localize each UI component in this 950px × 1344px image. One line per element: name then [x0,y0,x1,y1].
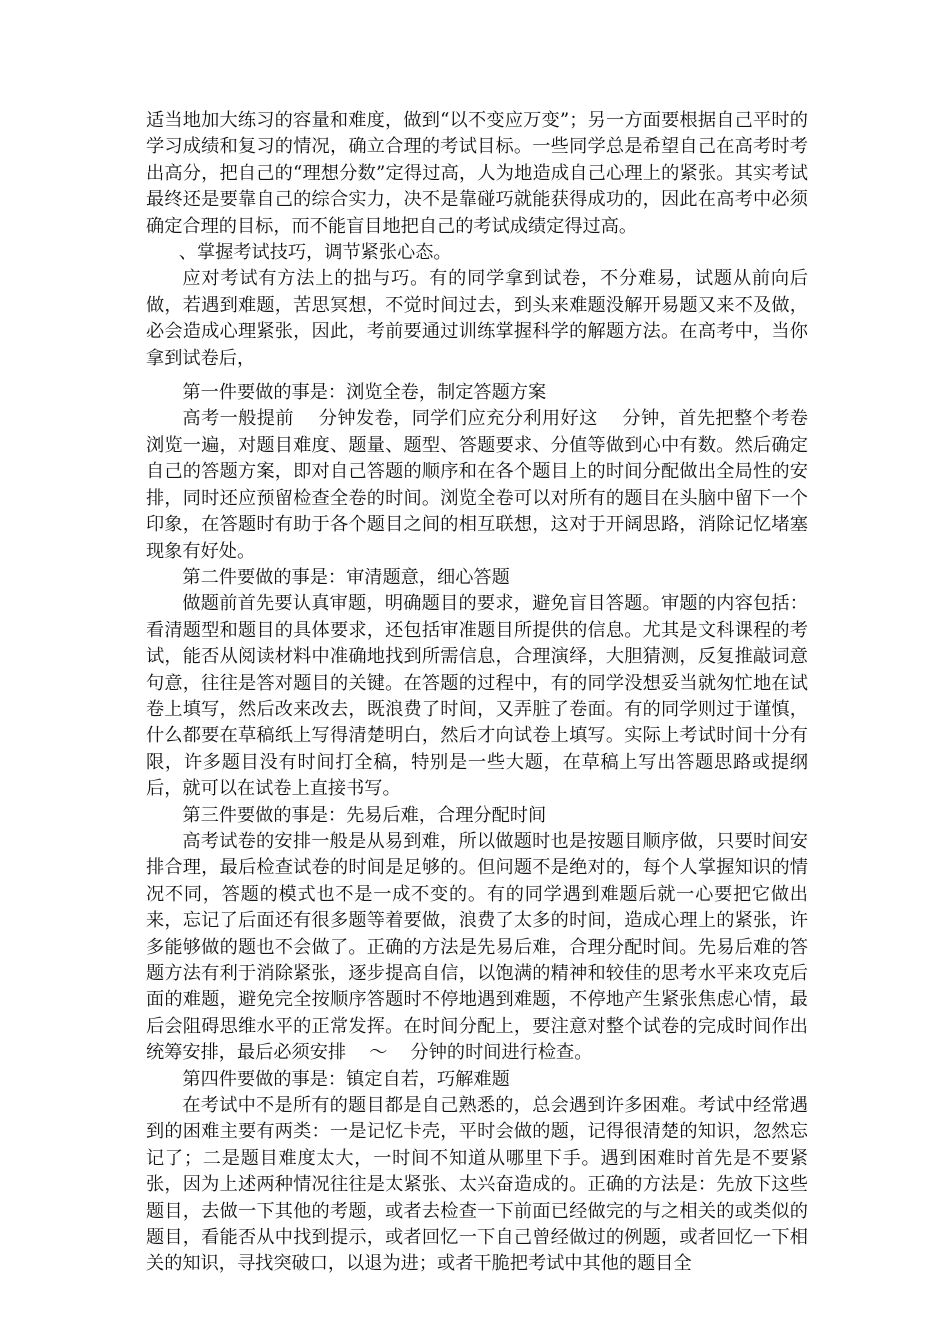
paragraph-step-2: 做题前首先要认真审题，明确题目的要求，避免盲目答题。审题的内容包括：看清题型和题目的具体要求，还包括审准题目所提供的信息。尤其是文科课程的考试，能否从阅读材料中准确地找到所需信息，合理演绎，大胆猜测，反复推敲词意句意，往往是答对题目的关键。在答题的过程中，有的同学没想妥当就匆忙地在试卷上填写，然后改来改去，既浪费了时间，又弄脏了卷面。有的同学则过于谨慎，什么都要在草稿纸上写得清楚明白，然后才向试卷上填写。实际上考试时间十分有限，许多题目没有时间打全稿，特别是一些大题，在草稿上写出答题思路或提纲后，就可以在试卷上直接书写。 [146,593,808,800]
paragraph-step-3: 高考试卷的安排一般是从易到难，所以做题时也是按题目顺序做，只要时间安排合理，最后检查试卷的时间是足够的。但问题不是绝对的，每个人掌握知识的情况不同，答题的模式也不是一成不变的。有的同学遇到难题后就一心要把它做出来，忘记了后面还有很多题等着要做，浪费了太多的时间，造成心理上的紧张，许多能够做的题也不会做了。正确的方法是先易后难，合理分配时间。先易后难的答题方法有利于消除紧张，逐步提高自信，以饱满的精神和较佳的思考水平来攻克后面的难题，避免完全按顺序答题时不停地遇到难题，不停地产生紧张焦虑心情，最后会阻碍思维水平的正常发挥。在时间分配上，要注意对整个试卷的完成时间作出统筹安排，最后必须安排 ～ 分钟的时间进行检查。 [146,830,808,1064]
paragraph-exam-goals: 适当地加大练习的容量和难度，做到“以不变应万变”；另一方面要根据自己平时的学习成绩和复习的情况，确立合理的考试目标。一些同学总是希望自己在高考时考出高分，把自己的“理想分数”定得过高，人为地造成自己心理上的紧张。其实考试最终还是要靠自己的综合实力，决不是靠碰巧就能获得成功的，因此在高考中必须确定合理的目标，而不能盲目地把自己的考试成绩定得过高。 [146,110,808,237]
step-heading-2: 第二件要做的事是：审清题意，细心答题 [182,566,510,588]
section-heading-exam-skills: 、掌握考试技巧，调节紧张心态。 [178,242,452,264]
step-heading-1: 第一件要做的事是：浏览全卷，制定答题方案 [182,382,547,404]
document-page [146,108,808,1278]
paragraph-step-1: 高考一般提前 分钟发卷，同学们应充分利用好这 分钟，首先把整个考卷浏览一遍，对题目难度、题量、题型、答题要求、分值等做到心中有数。然后确定自己的答题方案，即对自己答题的顺序和在各个题目上的时间分配做出全局性的安排，同时还应预留检查全卷的时间。浏览全卷可以对所有的题目在头脑中留下一个印象，在答题时有助于各个题目之间的相互联想，这对于开阔思路，消除记忆堵塞现象有好处。 [146,408,808,562]
paragraph-problem-solving-methods: 应对考试有方法上的拙与巧。有的同学拿到试卷，不分难易，试题从前向后做，若遇到难题，苦思冥想，不觉时间过去，到头来难题没解开易题又来不及做，必会造成心理紧张，因此，考前要通过训练掌握科学的解题方法。在高考中，当你拿到试卷后， [146,268,808,369]
step-heading-4: 第四件要做的事是：镇定自若，巧解难题 [182,1068,510,1090]
step-heading-3: 第三件要做的事是：先易后难，合理分配时间 [182,804,547,826]
paragraph-step-4: 在考试中不是所有的题目都是自己熟悉的，总会遇到许多困难。考试中经常遇到的困难主要有两类：一是记忆卡壳，平时会做的题，记得很清楚的知识，忽然忘记了；二是题目难度太大，一时间不知道从哪里下手。遇到困难时首先是不要紧张，因为上述两种情况往往是太紧张、太兴奋造成的。正确的方法是：先放下这些题目，去做一下其他的考题，或者去检查一下前面已经做完的与之相关的或类似的题目，看能否从中找到提示，或者回忆一下自己曾经做过的例题，或者回忆一下相关的知识，寻找突破口，以退为进；或者干脆把考试中其他的题目全 [146,1095,808,1275]
